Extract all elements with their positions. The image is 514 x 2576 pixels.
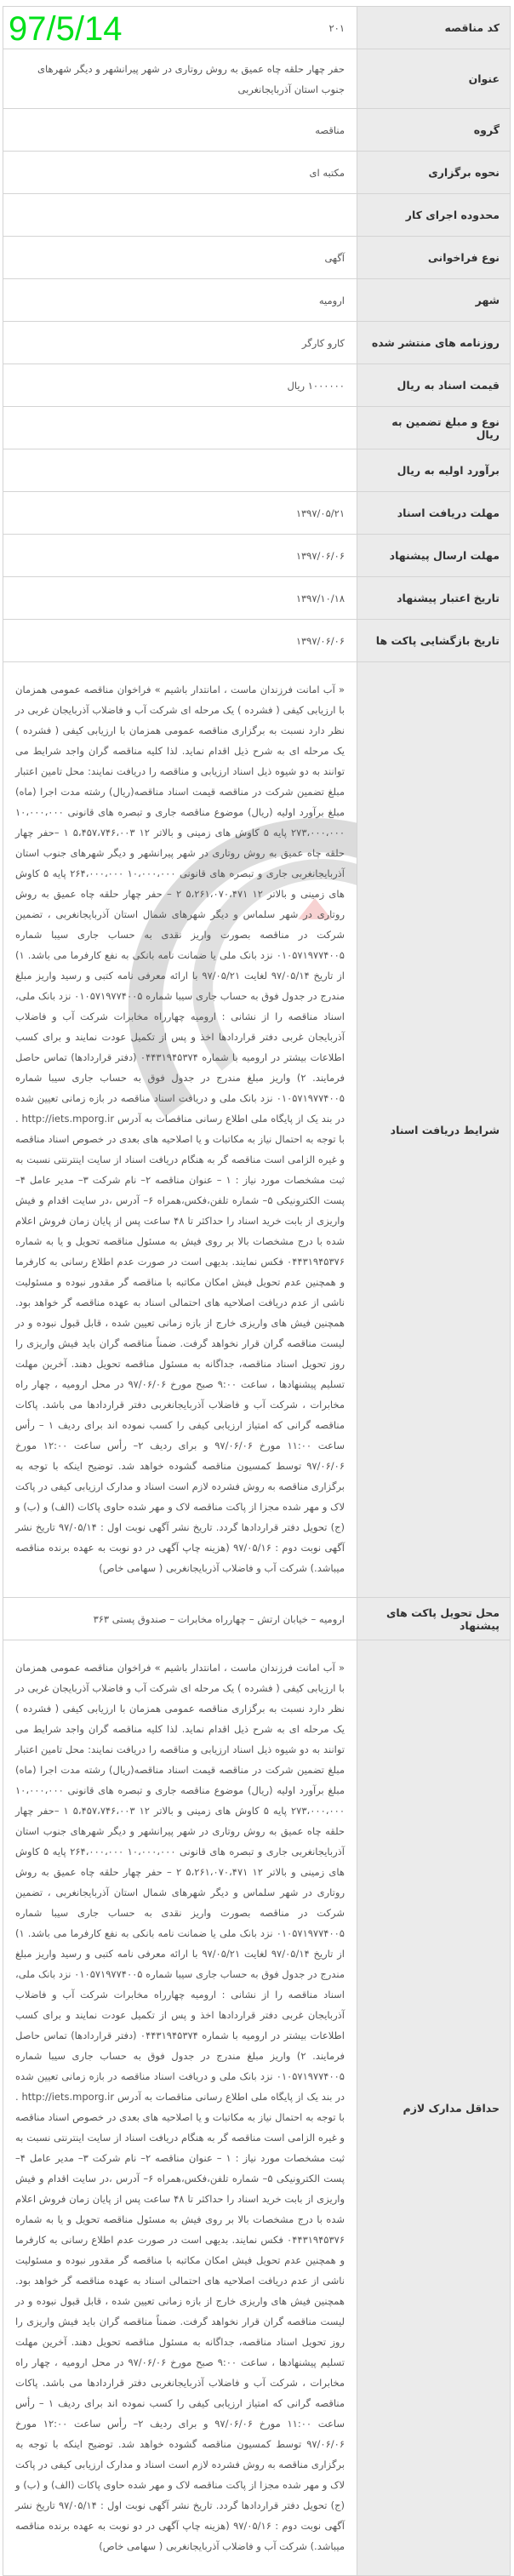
value-delivery-location: ارومیه – خیابان ارتش – چهارراه مخابرات – صندوق پستی ۳۶۳: [3, 1598, 357, 1640]
row-title: [3, 49, 511, 109]
row-group: [3, 109, 511, 152]
tender-details-table: [3, 6, 511, 2576]
label-title: عنوان: [357, 49, 511, 109]
row-estimate: [3, 449, 511, 492]
row-document-deadline: [3, 492, 511, 535]
label-opening-date: تاریخ بازگشایی پاکت ها: [357, 620, 511, 662]
label-group: گروه: [357, 109, 511, 152]
row-offer-validity: [3, 577, 511, 620]
label-city: شهر: [357, 279, 511, 322]
label-offer-validity: تاریخ اعتبار پیشنهاد: [357, 577, 511, 620]
label-newspapers: روزنامه های منتشر شده: [357, 322, 511, 364]
row-delivery-location: [3, 1598, 511, 1640]
label-document-conditions: شرایط دریافت اسناد: [357, 662, 511, 1598]
label-work-scope: محدوده اجرای کار: [357, 194, 511, 237]
value-minimum-documents: « آب امانت فرزندان ماست ، امانتدار باشیم » فراخوان مناقصه عمومی همزمان با ارزیابی کیفی ( فشرده ) یک مرحله ای شرکت آب و فاضلاب آذربایجان غربی در نظر دارد نسبت به برگزاری مناقصه عمومی همزمان با ارزیابی کیفی ( فشرده ) یک مرحله ای به شرح ذیل اقدام نماید. لذا کلیه مناقصه گران واجد شرایط می توانند به دو شیوه ذیل اسناد ارزیابی و مناقصه را دریافت نمایند: محل تامین اعتبار مبلغ تضمین شرکت در مناقصه قیمت اسناد مناقصه(ریال) رشته مدت اجرا (ماه) مبلغ برآورد اولیه (ریال) موضوع مناقصه جاری و تبصره های قانونی ۱۰،۰۰۰،۰۰۰ ۲۷۳،۰۰۰،۰۰۰ پایه ۵ کاوش های زمینی و بالاتر ۱۲ ۵،۴۵۷،۷۴۶،۰۰۳ ۱ –حفر چهار حلقه چاه عمیق به روش روتاری در شهر پیرانشهر و دیگر شهرهای جنوب استان آذربایجانغربی جاری و تبصره های قانونی ۱۰،۰۰۰،۰۰۰ ۲۶۴،۰۰۰،۰۰۰ پایه ۵ کاوش های زمینی و بالاتر ۱۲ ۵،۲۶۱،۰۷۰،۴۷۱ ۲ – حفر چهار حلقه چاه عمیق به روش روتاری در شهر سلماس و دیگر شهرهای شمال استان آذربایجانغربی ، تضمین شرکت در مناقصه بصورت واریز نقدی به حساب جاری سیبا شماره ۰۱۰۵۷۱۹۷۷۴۰۰۵ نزد بانک ملی یا ضمانت نامه بانکی به نفع کارفرما می باشد. ۱) از تاریخ ۹۷/۰۵/۱۴ لغایت ۹۷/۰۵/۲۱ با ارائه معرفی نامه کتبی و رسید واریز مبلغ مندرج در جدول فوق به حساب جاری سیبا شماره ۰۱۰۵۷۱۹۷۷۴۰۰۵ نزد بانک ملی، اسناد مناقصه را از نشانی : ارومیه چهارراه مخابرات شرکت آب و فاضلاب آذربایجان غربی دفتر قراردادها اخذ و پس از تکمیل عودت نمایند و برای کسب اطلاعات بیشتر در ارومیه با شماره ۰۴۴۳۱۹۴۵۳۷۴ (دفتر قراردادها) تماس حاصل فرمایند. ۲) واریز مبلغ مندرج در جدول فوق به حساب جاری سیبا شماره ۰۱۰۵۷۱۹۷۷۴۰۰۵ نزد بانک ملی و دریافت اسناد مناقصه در بازه زمانی تعیین شده در بند یک از پایگاه ملی اطلاع رسانی مناقصات به آدرس http://iets.mporg.ir . با توجه به احتمال نیاز به مکاتبات و یا اصلاحیه های بعدی در خصوص اسناد مناقصه و غیره الزامی است مناقصه گر به هنگام دریافت اسناد از سایت اینترنتی نسبت به ثبت مشخصات مورد نیاز : ۱ – عنوان مناقصه ۲– نام شرکت ۳– مدیر عامل ۴– پست الکترونیکی ۵– شماره تلفن،فکس،همراه ۶– آدرس ،در سایت اقدام و فیش واریزی از بابت خرید اسناد را حداکثر تا ۴۸ ساعت پس از پایان زمان فروش اعلام شده با درج مشخصات بالا بر روی فیش به مسئول مناقصه تحویل و یا به شماره ۰۴۴۳۱۹۴۵۳۷۶ فکس نمایند. بدیهی است در صورت عدم اطلاع رسانی به کارفرما و همچنین عدم تحویل فیش امکان مکاتبه با مناقصه گر مقدور نبوده و مسئولیت ناشی از عدم دریافت اصلاحیه های احتمالی اسناد به عهده مناقصه گر خواهد بود. همچنین فیش های واریزی خارج از بازه زمانی تعیین شده ، قابل قبول نبوده و در لیست مناقصه گران قرار نخواهد گرفت. ضمناً مناقصه گران باید فیش واریزی را روز تحویل اسناد مناقصه، جداگانه به مسئول مناقصه تحویل دهند. آخرین مهلت تسلیم پیشنهادها ، ساعت ۹:۰۰ صبح مورخ ۹۷/۰۶/۰۶ در محل ارومیه ، چهار راه مخابرات ، شرکت آب و فاضلاب آذربایجانغربی دفتر قراردادها می باشد. پاکات مناقصه گرانی که امتیاز ارزیابی کیفی را کسب نموده اند برای ردیف ۱ – رأس ساعت ۱۱:۰۰ مورخ ۹۷/۰۶/۰۶ و برای ردیف ۲– رأس ساعت ۱۲:۰۰ مورخ ۹۷/۰۶/۰۶ توسط کمسیون مناقصه گشوده خواهد شد. توضیح اینکه با توجه به برگزاری مناقصه به روش فشرده لازم است اسناد و مدارک ارزیابی کیفی در پاکت لاک و مهر شده مجزا از پاکت مناقصه لاک و مهر شده حاوی پاکات (الف) و (ب) و (ج) تحویل دفتر قراردادها گردد. تاریخ نشر آگهی نوبت اول : ۹۷/۰۵/۱۴ تاریخ نشر آگهی نوبت دوم : ۹۷/۰۵/۱۶ (هزینه چاپ آگهی در دو نوبت به عهده برنده مناقصه میباشد.) شرکت آب و فاضلاب آذربایجانغربی ( سهامی خاص): [3, 1640, 357, 2576]
row-guarantee: [3, 407, 511, 449]
row-city: [3, 279, 511, 322]
label-minimum-documents: حداقل مدارک لازم: [357, 1640, 511, 2576]
row-call-type: [3, 237, 511, 279]
value-group: مناقصه: [3, 109, 357, 152]
value-tender-code: ۲۰۱: [3, 7, 357, 49]
label-holding-method: نحوه برگزاری: [357, 152, 511, 194]
row-minimum-documents: [3, 1640, 511, 2576]
row-newspapers: [3, 322, 511, 364]
date-stamp: 97/5/14: [9, 10, 123, 48]
label-tender-code: کد مناقصه: [357, 7, 511, 49]
value-submission-deadline: ۱۳۹۷/۰۶/۰۶: [3, 535, 357, 577]
row-work-scope: [3, 194, 511, 237]
row-holding-method: [3, 152, 511, 194]
label-call-type: نوع فراخوانی: [357, 237, 511, 279]
value-holding-method: مکتبه ای: [3, 152, 357, 194]
row-opening-date: [3, 620, 511, 662]
row-document-price: [3, 364, 511, 407]
value-guarantee: [3, 407, 357, 449]
label-estimate: برآورد اولیه به ریال: [357, 449, 511, 492]
row-document-conditions: [3, 662, 511, 1598]
value-offer-validity: ۱۳۹۷/۱۰/۱۸: [3, 577, 357, 620]
label-document-price: قیمت اسناد به ریال: [357, 364, 511, 407]
value-city: ارومیه: [3, 279, 357, 322]
value-work-scope: [3, 194, 357, 237]
label-guarantee: نوع و مبلغ تضمین به ریال: [357, 407, 511, 449]
label-submission-deadline: مهلت ارسال پیشنهاد: [357, 535, 511, 577]
value-title: حفر چهار حلقه چاه عمیق به روش روتاری در شهر پیرانشهر و دیگر شهرهای جنوب استان آذربایجانغربی: [3, 49, 357, 109]
value-newspapers: کارو کارگر: [3, 322, 357, 364]
value-document-deadline: ۱۳۹۷/۰۵/۲۱: [3, 492, 357, 535]
value-call-type: آگهی: [3, 237, 357, 279]
value-estimate: [3, 449, 357, 492]
value-opening-date: ۱۳۹۷/۰۶/۰۶: [3, 620, 357, 662]
row-submission-deadline: [3, 535, 511, 577]
value-document-price: ۱۰۰۰۰۰۰ ریال: [3, 364, 357, 407]
label-document-deadline: مهلت دریافت اسناد: [357, 492, 511, 535]
value-document-conditions: « آب امانت فرزندان ماست ، امانتدار باشیم » فراخوان مناقصه عمومی همزمان با ارزیابی کیفی ( فشرده ) یک مرحله ای شرکت آب و فاضلاب آذربایجان غربی در نظر دارد نسبت به برگزاری مناقصه عمومی همزمان با ارزیابی کیفی ( فشرده ) یک مرحله ای به شرح ذیل اقدام نماید. لذا کلیه مناقصه گران واجد شرایط می توانند به دو شیوه ذیل اسناد ارزیابی و مناقصه را دریافت نمایند: محل تامین اعتبار مبلغ تضمین شرکت در مناقصه قیمت اسناد مناقصه(ریال) رشته مدت اجرا (ماه) مبلغ برآورد اولیه (ریال) موضوع مناقصه جاری و تبصره های قانونی ۱۰،۰۰۰،۰۰۰ ۲۷۳،۰۰۰،۰۰۰ پایه ۵ کاوش های زمینی و بالاتر ۱۲ ۵،۴۵۷،۷۴۶،۰۰۳ ۱ –حفر چهار حلقه چاه عمیق به روش روتاری در شهر پیرانشهر و دیگر شهرهای جنوب استان آذربایجانغربی جاری و تبصره های قانونی ۱۰،۰۰۰،۰۰۰ ۲۶۴،۰۰۰،۰۰۰ پایه ۵ کاوش های زمینی و بالاتر ۱۲ ۵،۲۶۱،۰۷۰،۴۷۱ ۲ – حفر چهار حلقه چاه عمیق به روش روتاری در شهر سلماس و دیگر شهرهای شمال استان آذربایجانغربی ، تضمین شرکت در مناقصه بصورت واریز نقدی به حساب جاری سیبا شماره ۰۱۰۵۷۱۹۷۷۴۰۰۵ نزد بانک ملی یا ضمانت نامه بانکی به نفع کارفرما می باشد. ۱) از تاریخ ۹۷/۰۵/۱۴ لغایت ۹۷/۰۵/۲۱ با ارائه معرفی نامه کتبی و رسید واریز مبلغ مندرج در جدول فوق به حساب جاری سیبا شماره ۰۱۰۵۷۱۹۷۷۴۰۰۵ نزد بانک ملی، اسناد مناقصه را از نشانی : ارومیه چهارراه مخابرات شرکت آب و فاضلاب آذربایجان غربی دفتر قراردادها اخذ و پس از تکمیل عودت نمایند و برای کسب اطلاعات بیشتر در ارومیه با شماره ۰۴۴۳۱۹۴۵۳۷۴ (دفتر قراردادها) تماس حاصل فرمایند. ۲) واریز مبلغ مندرج در جدول فوق به حساب جاری سیبا شماره ۰۱۰۵۷۱۹۷۷۴۰۰۵ نزد بانک ملی و دریافت اسناد مناقصه در بازه زمانی تعیین شده در بند یک از پایگاه ملی اطلاع رسانی مناقصات به آدرس http://iets.mporg.ir . با توجه به احتمال نیاز به مکاتبات و یا اصلاحیه های بعدی در خصوص اسناد مناقصه و غیره الزامی است مناقصه گر به هنگام دریافت اسناد از سایت اینترنتی نسبت به ثبت مشخصات مورد نیاز : ۱ – عنوان مناقصه ۲– نام شرکت ۳– مدیر عامل ۴– پست الکترونیکی ۵– شماره تلفن،فکس،همراه ۶– آدرس ،در سایت اقدام و فیش واریزی از بابت خرید اسناد را حداکثر تا ۴۸ ساعت پس از پایان زمان فروش اعلام شده با درج مشخصات بالا بر روی فیش به مسئول مناقصه تحویل و یا به شماره ۰۴۴۳۱۹۴۵۳۷۶ فکس نمایند. بدیهی است در صورت عدم اطلاع رسانی به کارفرما و همچنین عدم تحویل فیش امکان مکاتبه با مناقصه گر مقدور نبوده و مسئولیت ناشی از عدم دریافت اصلاحیه های احتمالی اسناد به عهده مناقصه گر خواهد بود. همچنین فیش های واریزی خارج از بازه زمانی تعیین شده ، قابل قبول نبوده و در لیست مناقصه گران قرار نخواهد گرفت. ضمناً مناقصه گران باید فیش واریزی را روز تحویل اسناد مناقصه، جداگانه به مسئول مناقصه تحویل دهند. آخرین مهلت تسلیم پیشنهادها ، ساعت ۹:۰۰ صبح مورخ ۹۷/۰۶/۰۶ در محل ارومیه ، چهار راه مخابرات ، شرکت آب و فاضلاب آذربایجانغربی دفتر قراردادها می باشد. پاکات مناقصه گرانی که امتیاز ارزیابی کیفی را کسب نموده اند برای ردیف ۱ – رأس ساعت ۱۱:۰۰ مورخ ۹۷/۰۶/۰۶ و برای ردیف ۲– رأس ساعت ۱۲:۰۰ مورخ ۹۷/۰۶/۰۶ توسط کمسیون مناقصه گشوده خواهد شد. توضیح اینکه با توجه به برگزاری مناقصه به روش فشرده لازم است اسناد و مدارک ارزیابی کیفی در پاکت لاک و مهر شده مجزا از پاکت مناقصه لاک و مهر شده حاوی پاکات (الف) و (ب) و (ج) تحویل دفتر قراردادها گردد. تاریخ نشر آگهی نوبت اول : ۹۷/۰۵/۱۴ تاریخ نشر آگهی نوبت دوم : ۹۷/۰۵/۱۶ (هزینه چاپ آگهی در دو نوبت به عهده برنده مناقصه میباشد.) شرکت آب و فاضلاب آذربایجانغربی ( سهامی خاص): [3, 662, 357, 1598]
label-delivery-location: محل تحویل پاکت های پیشنهاد: [357, 1598, 511, 1640]
